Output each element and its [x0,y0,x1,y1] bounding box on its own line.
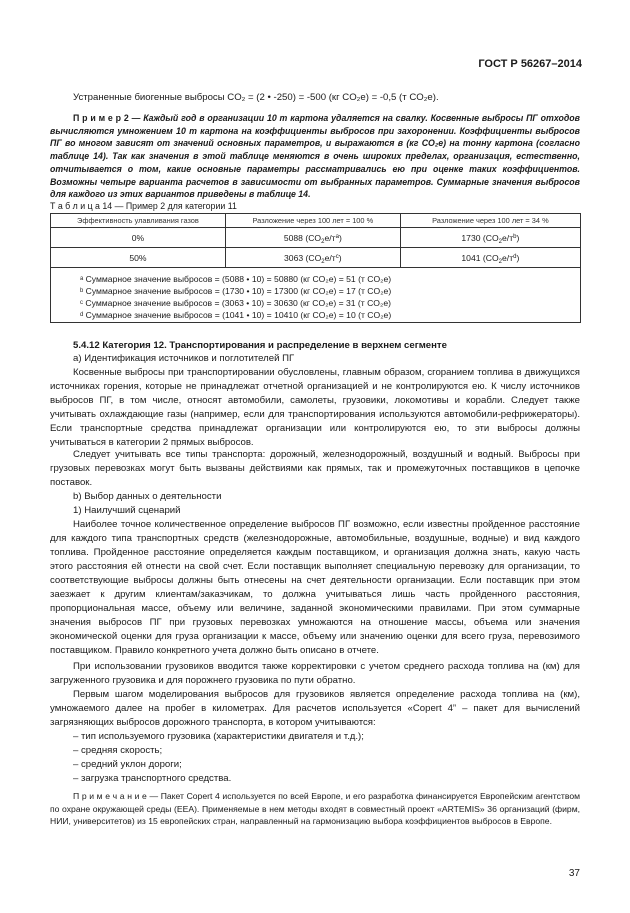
bullet-item: – загрузка транспортного средства. [73,773,232,784]
table-cell: 0% [51,228,226,248]
table-cell: 1041 $(CO_2е/т^d)$ [400,248,580,268]
example-2-paragraph [50,112,580,201]
footnote-c: ᶜ Суммарное значение выбросов = (3063 • 10) = 30630 (кг CO₂е) = 31 (т CO₂е) [80,298,391,308]
paragraph-transport-types: Следует учитывать все типы транспорта: дорожный, железнодорожный, воздушный и водный. Выбросы при грузовых перевозках могут быть вызваны действиями как прямых, так и промежуточных поставщиков в цепочке поставок. [50,449,580,488]
footnote-d: ᵈ Суммарное значение выбросов = (1041 • 10) = 10410 (кг CO₂е) = 10 (т CO₂е) [80,310,392,320]
item-b1: 1) Наилучший сценарий [73,505,181,516]
paragraph-modeling: Первым шагом моделирования выбросов для грузовиков является определение расхода топлива на (км), умножаемого далее на пробег в километрах. Для расчетов используется «Copert 4” – пакет для вычислений загрязняющих выбросов дорожного транспорта, в котором учитываются: [50,689,580,728]
table-cell: 5088 $(CO_2е/т^a)$ [225,228,400,248]
table-header-cell: Разложение через 100 лет = 100 % [225,214,400,228]
table-header-cell: Эффективность улавливания газов [51,214,226,228]
table-row [51,248,581,268]
footnote-b: ᵇ Суммарное значение выбросов = (1730 • 10) = 17300 (кг CO₂е) = 17 (т CO₂е) [80,286,392,296]
bullet-item: – средний уклон дороги; [73,759,182,770]
note-text: — Пакет Copert 4 используется по всей Европе, и его разработка финансируется Европейским агентством по охране окружающей среды (EEA). Применяемые в нем методы входят в совместный проект «ARTEMIS» 36 организаций (фирм, НИИ, университетов) из 15 европейских стран, направленный на гармонизацию выбора коэффициентов выбросов в Европе. [50,791,581,827]
paragraph-best-scenario: Наиболее точное количественное определение выбросов ПГ возможно, если известны пройденное расстояние для каждого типа транспортных средств (железнодорожные, автомобильные, воздушные, водные) и вид каждого топлива. Пройденное расстояние определяется каждым поставщиком, и организация должна знать, какую часть этого расстояния ей отнести на свой счет. Если поставщик выполняет специальную перевозку для организации, то соответствующие выбросы должны быть отнесены на счет деятельности организации. Если поставщик при этом заезжает к другим клиентам/заказчикам, то должна учитываться лишь часть пройденного расстояния, пропорциональная массе, объему или величине, заданной экономическими правилами. При этом суммарные значения выбросов ПГ при грузовых перевозках умножаются на отношение массы, объема или значения экономической оценки для груза организации к массе, объему или значению оценки для всего груза, перевозимого поставщиком. Правило конкретного учета должно быть описано в отчете. [50,519,580,656]
note-label: П р и м е ч а н и е [73,791,147,801]
table-header-row [51,214,581,228]
page-number: 37 [568,868,580,879]
document-header: ГОСТ Р 56267–2014 [478,58,582,70]
section-heading: 5.4.12 Категория 12. Транспортирования и распределение в верхнем сегменте [73,340,447,351]
note-paragraph [50,790,580,828]
footnote-a: ᵃ Суммарное значение выбросов = (5088 • 10) = 50880 (кг CO₂е) = 51 (т CO₂е) [80,274,392,284]
table-cell: 3063 $(CO_2е/т^c)$ [225,248,400,268]
table-cell: 50% [51,248,226,268]
removed-emissions-line: Устраненные биогенные выбросы CO₂ = (2 • -250) = -500 (кг CO₂e) = -0,5 (т CO₂e). [73,92,439,103]
table-cell: 1730 $(CO_2е/т^b)$ [400,228,580,248]
paragraph-trucks: При использовании грузовиков вводится также корректировки с учетом среднего расхода топлива на (км) для загруженного грузовика и для порожнего грузовика по пути обратно. [50,661,580,686]
bullet-item: – средняя скорость; [73,745,163,756]
table-header-cell: Разложение через 100 лет = 34 % [400,214,580,228]
item-a: а) Идентификация источников и поглотителей ПГ [73,353,295,364]
example-text: — Каждый год в организации 10 т картона удаляется на свалку. Косвенные выбросы ПГ отходов вычисляются умножением 10 т картона на коэффициенты выбросов при захоронении. Коэффициенты выбросов ПГ во многом зависят от значений основных параметров, и выражаются в (кг CO₂е) на тонну картона (согласно таблице 14). Так как значения в этой таблице меняются в очень широких пределах, организация, естественно, отчитывается о том, какие основные параметры рассматривались ею при оценке таких коэффициентов. Возможны четыре варианта расчетов в зависимости от выбранных параметров. Суммарные значения выбросов для каждого из этих вариантов приведены в таблице 14. [50,113,580,200]
example-label: П р и м е р 2 [73,113,129,123]
item-b: b) Выбор данных о деятельности [73,491,222,502]
table-row [51,228,581,248]
bullet-item: – тип используемого грузовика (характеристики двигателя и т.д.); [73,731,364,742]
paragraph-indirect-emissions: Косвенные выбросы при транспортировании обусловлены, главным образом, сгоранием топлива в движущихся источниках горения, которые не принадлежат отчетной организацией и не контролируются ею. К числу источников выбросов ПГ, в том числе, относят автомобили, самолеты, грузовики, локомотивы и корабли. Следует также учитывать охлаждающие газы (например, если для транспортирования используются автомобили-рефрижераторы). Если транспортные средства принадлежат организации или контролируются ею, то эти выбросы должны учитываться в категории 2 прямых выбросов. [50,367,580,448]
table-caption: Т а б л и ц а 14 — Пример 2 для категории 11 [50,201,237,211]
